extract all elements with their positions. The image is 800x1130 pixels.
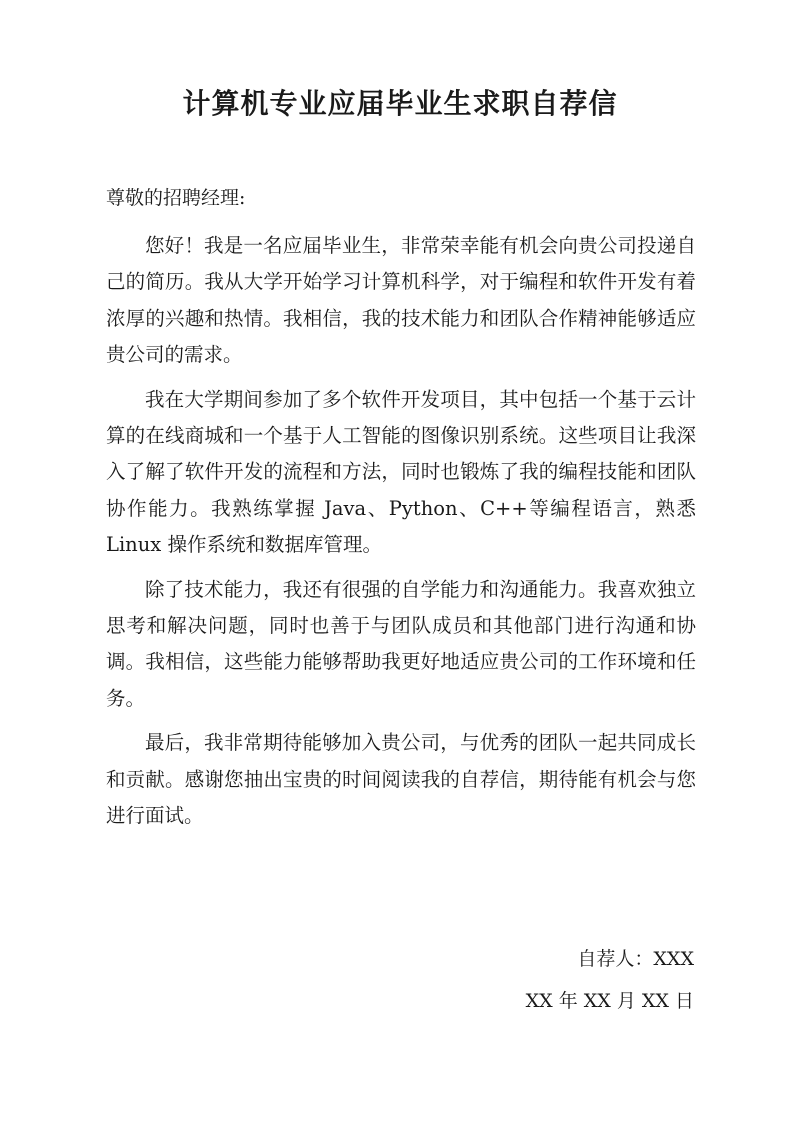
letter-body: [106, 228, 696, 843]
letter-title: 计算机专业应届毕业生求职自荐信: [182, 87, 618, 120]
paragraph-projects: 我在大学期间参加了多个软件开发项目，其中包括一个基于云计算的在线商城和一个基于人工智能的图像识别系统。这些项目让我深入了解了软件开发的流程和方法，同时也锻炼了我的编程技能和团队协作能力。我熟练掌握 Java、Python、C++等编程语言，熟悉 Linux 操作系统和数据库管理。: [106, 387, 696, 556]
signature-name: 自荐人：XXX: [577, 948, 694, 970]
paragraph-intro: 您好！我是一名应届毕业生，非常荣幸能有机会向贵公司投递自己的简历。我从大学开始学习计算机科学，对于编程和软件开发有着浓厚的兴趣和热情。我相信，我的技术能力和团队合作精神能够适应贵公司的需求。: [106, 234, 696, 366]
signature-block: [526, 938, 694, 1022]
signature-date: XX 年 XX 月 XX 日: [525, 990, 694, 1012]
paragraph-closing: 最后，我非常期待能够加入贵公司，与优秀的团队一起共同成长和贡献。感谢您抽出宝贵的时间阅读我的自荐信，期待能有机会与您进行面试。: [106, 731, 696, 827]
salutation: 尊敬的招聘经理:: [106, 187, 246, 209]
paragraph-skills: 除了技术能力，我还有很强的自学能力和沟通能力。我喜欢独立思考和解决问题，同时也善于与团队成员和其他部门进行沟通和协调。我相信，这些能力能够帮助我更好地适应贵公司的工作环境和任务。: [106, 577, 696, 710]
